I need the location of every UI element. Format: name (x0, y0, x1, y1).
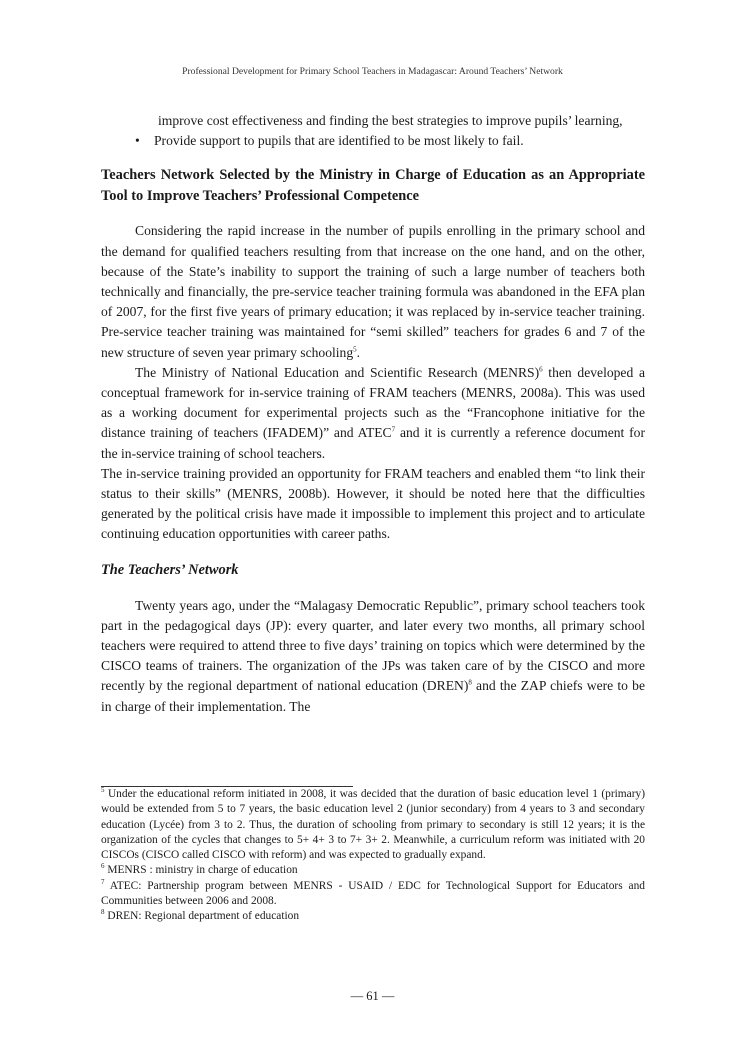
continued-bullet-text: improve cost effectiveness and finding the best strategies to improve pupils’ learning, (158, 113, 623, 128)
bullet-marker: • (135, 133, 140, 149)
paragraph: The in-service training provided an opportunity for FRAM teachers and enabled them “to link their status to their skills” (MENRS, 2008b). However, it should be noted here that the difficulties generated by the political crisis have made it impossible to implement this project and to articulate continuing education opportunities with career paths. (101, 465, 645, 542)
section-heading: Teachers Network Selected by the Ministry in Charge of Education as an Appropriate Tool to Improve Teachers’ Professional Competence (101, 167, 645, 205)
bullet-item (135, 131, 645, 151)
footnote: $^7$ ATEC: Partnership program between MENRS - USAID / EDC for Technological Support for Educators and Communities between 2006 and 2008. (101, 877, 645, 908)
footnote: $^8$ DREN: Regional department of education (101, 908, 300, 923)
body-content (101, 111, 645, 717)
running-head: Professional Development for Primary School Teachers in Madagascar: Around Teachers’ Network (182, 66, 563, 77)
footnotes (101, 787, 645, 925)
footnote-ref[interactable]: 5 (353, 345, 357, 354)
paragraph: Considering the rapid increase in the number of pupils enrolling in the primary school and the demand for qualified teachers resulting from that increase on the one hand, and on the other, because of the State’s inability to support the training of such a large number of teachers both technically and financially, the pre-service teacher training formula was abandoned in the EFA plan of 2007, for the first five years of primary education; it was replaced by in-service teacher training. Pre-service teacher training was maintained for “semi skilled” teachers for grades 6 and 7 of the new structure of seven year primary schooling$^5$. (101, 223, 645, 360)
footnote: $^5$ Under the educational reform initiated in 2008, it was decided that the duration of basic education level 1 (primary) would be extended from 5 to 7 years, the basic education level 2 (junior secondary) from 4 years to 3 and secondary education (Lycée) from 3 to 2. Thus, the duration of schooling from primary to secondary is still 12 years; it is the organization of the cycles that changes to 5+ 4+ 3 to 7+ 3+ 2. Meanwhile, a curriculum reform was initiated with 20 CISCOs (CISCO called CISCO with reform) and was expected to gradually expand. (101, 786, 645, 862)
paragraph: Twenty years ago, under the “Malagasy Democratic Republic”, primary school teachers took part in the pedagogical days (JP): every quarter, and later every two months, all primary school teachers were required to attend three to five days’ training on topics which were determined by the CISCO teams of trainers. The organization of the JPs was taken care of by the CISCO and more recently by the regional department of national education (DREN)$^8$ and the ZAP chiefs were to be in charge of their implementation. The (101, 597, 645, 714)
bullet-text: Provide support to pupils that are identified to be most likely to fail. (154, 133, 524, 149)
footnote-ref[interactable]: 8 (468, 678, 472, 687)
footnote: $^6$ MENRS : ministry in charge of education (101, 862, 298, 877)
paragraph: The Ministry of National Education and Scientific Research (MENRS)$^6$ then developed a conceptual framework for in-service training of FRAM teachers (MENRS, 2008a). This was used as a working document for experimental projects such as the “Francophone initiative for the distance training of teachers (IFADEM)” and ATEC$^7$ and it is currently a reference document for the in-service training of school teachers. (101, 364, 645, 461)
page-number: — 61 — (350, 989, 395, 1003)
subsection-heading: The Teachers’ Network (101, 561, 239, 578)
footnote-ref[interactable]: 6 (539, 365, 543, 374)
footnote-ref[interactable]: 7 (391, 425, 396, 434)
